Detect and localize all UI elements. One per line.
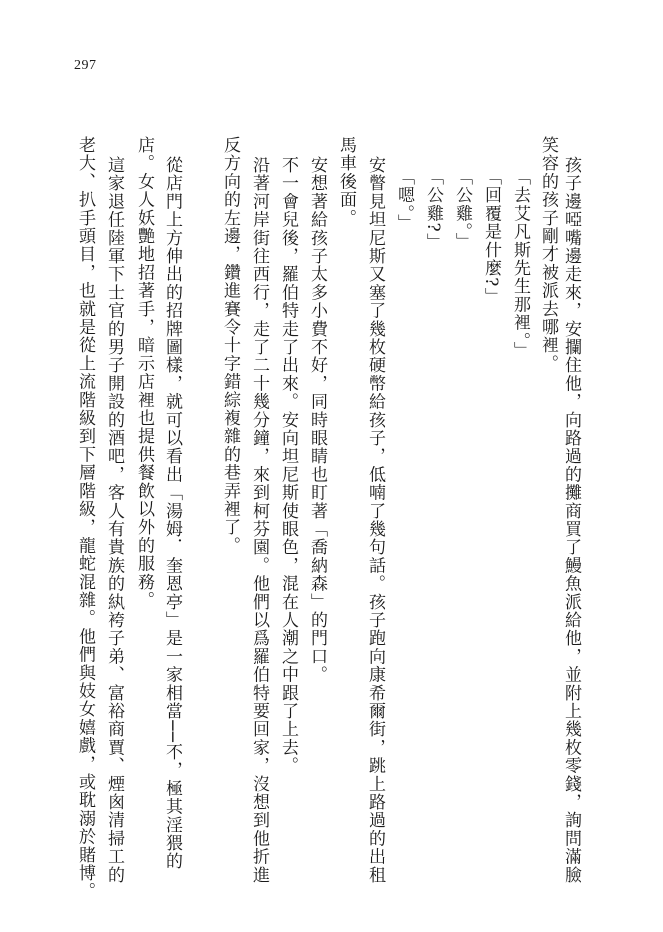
text-column-13: 反方向的左邊，鑽進賽令十字錯綜複雜的巷弄裡了。 bbox=[220, 136, 240, 555]
text-column-9: 馬車後面。 bbox=[336, 136, 356, 227]
text-column-10: 安想著給孩子太多小費不好，同時眼睛也盯著「喬納森」的門口。 bbox=[307, 156, 327, 684]
text-column-12: 沿著河岸街往西行，走了二十幾分鐘，來到柯芬園。他們以爲羅伯特要回家，沒想到他折進 bbox=[249, 156, 269, 884]
text-column-14: 從店門上方伸出的招牌圖樣，就可以看出「湯姆．奎恩亭」是一家相當──不，極其淫猥的 bbox=[162, 156, 182, 871]
text-column-7: 「嗯。」 bbox=[394, 168, 414, 233]
text-column-4: 「回覆是什麼?」 bbox=[481, 168, 501, 306]
text-column-3: 「去艾凡斯先生那裡。」 bbox=[510, 168, 530, 360]
text-column-5: 「公雞。」 bbox=[452, 168, 472, 251]
text-column-15: 店。女人妖艷地招著手，暗示店裡也提供餐飲以外的服務。 bbox=[134, 136, 154, 610]
text-column-2: 笑容的孩子剛才被派去哪裡。 bbox=[538, 136, 558, 373]
text-column-1: 孩子邊啞嘴邊走來，安攔住他，向路過的攤商買了鰻魚派給他，並附上幾枚零錢，詢問滿臉 bbox=[561, 156, 581, 884]
text-column-11: 不一會兒後，羅伯特走了出來。安向坦尼斯使眼色，混在人潮之中跟了上去。 bbox=[278, 156, 298, 775]
text-column-17: 老大、扒手頭目，也就是從上流階級到下層階級，龍蛇混雜。他們與妓女嬉戲，或耽溺於賭博。 bbox=[75, 136, 95, 901]
text-column-8: 安瞥見坦尼斯又塞了幾枚硬幣給孩子，低喃了幾句話。孩子跑向康希爾街，跳上路過的出租 bbox=[365, 156, 385, 884]
text-column-16: 這家退任陸軍下士官的男子開設的酒吧，客人有貴族的紈袴子弟、富裕商賈、煙囪清掃工的 bbox=[104, 156, 124, 884]
page-number: 297 bbox=[74, 58, 97, 73]
text-column-6: 「公雞?」 bbox=[423, 168, 443, 252]
